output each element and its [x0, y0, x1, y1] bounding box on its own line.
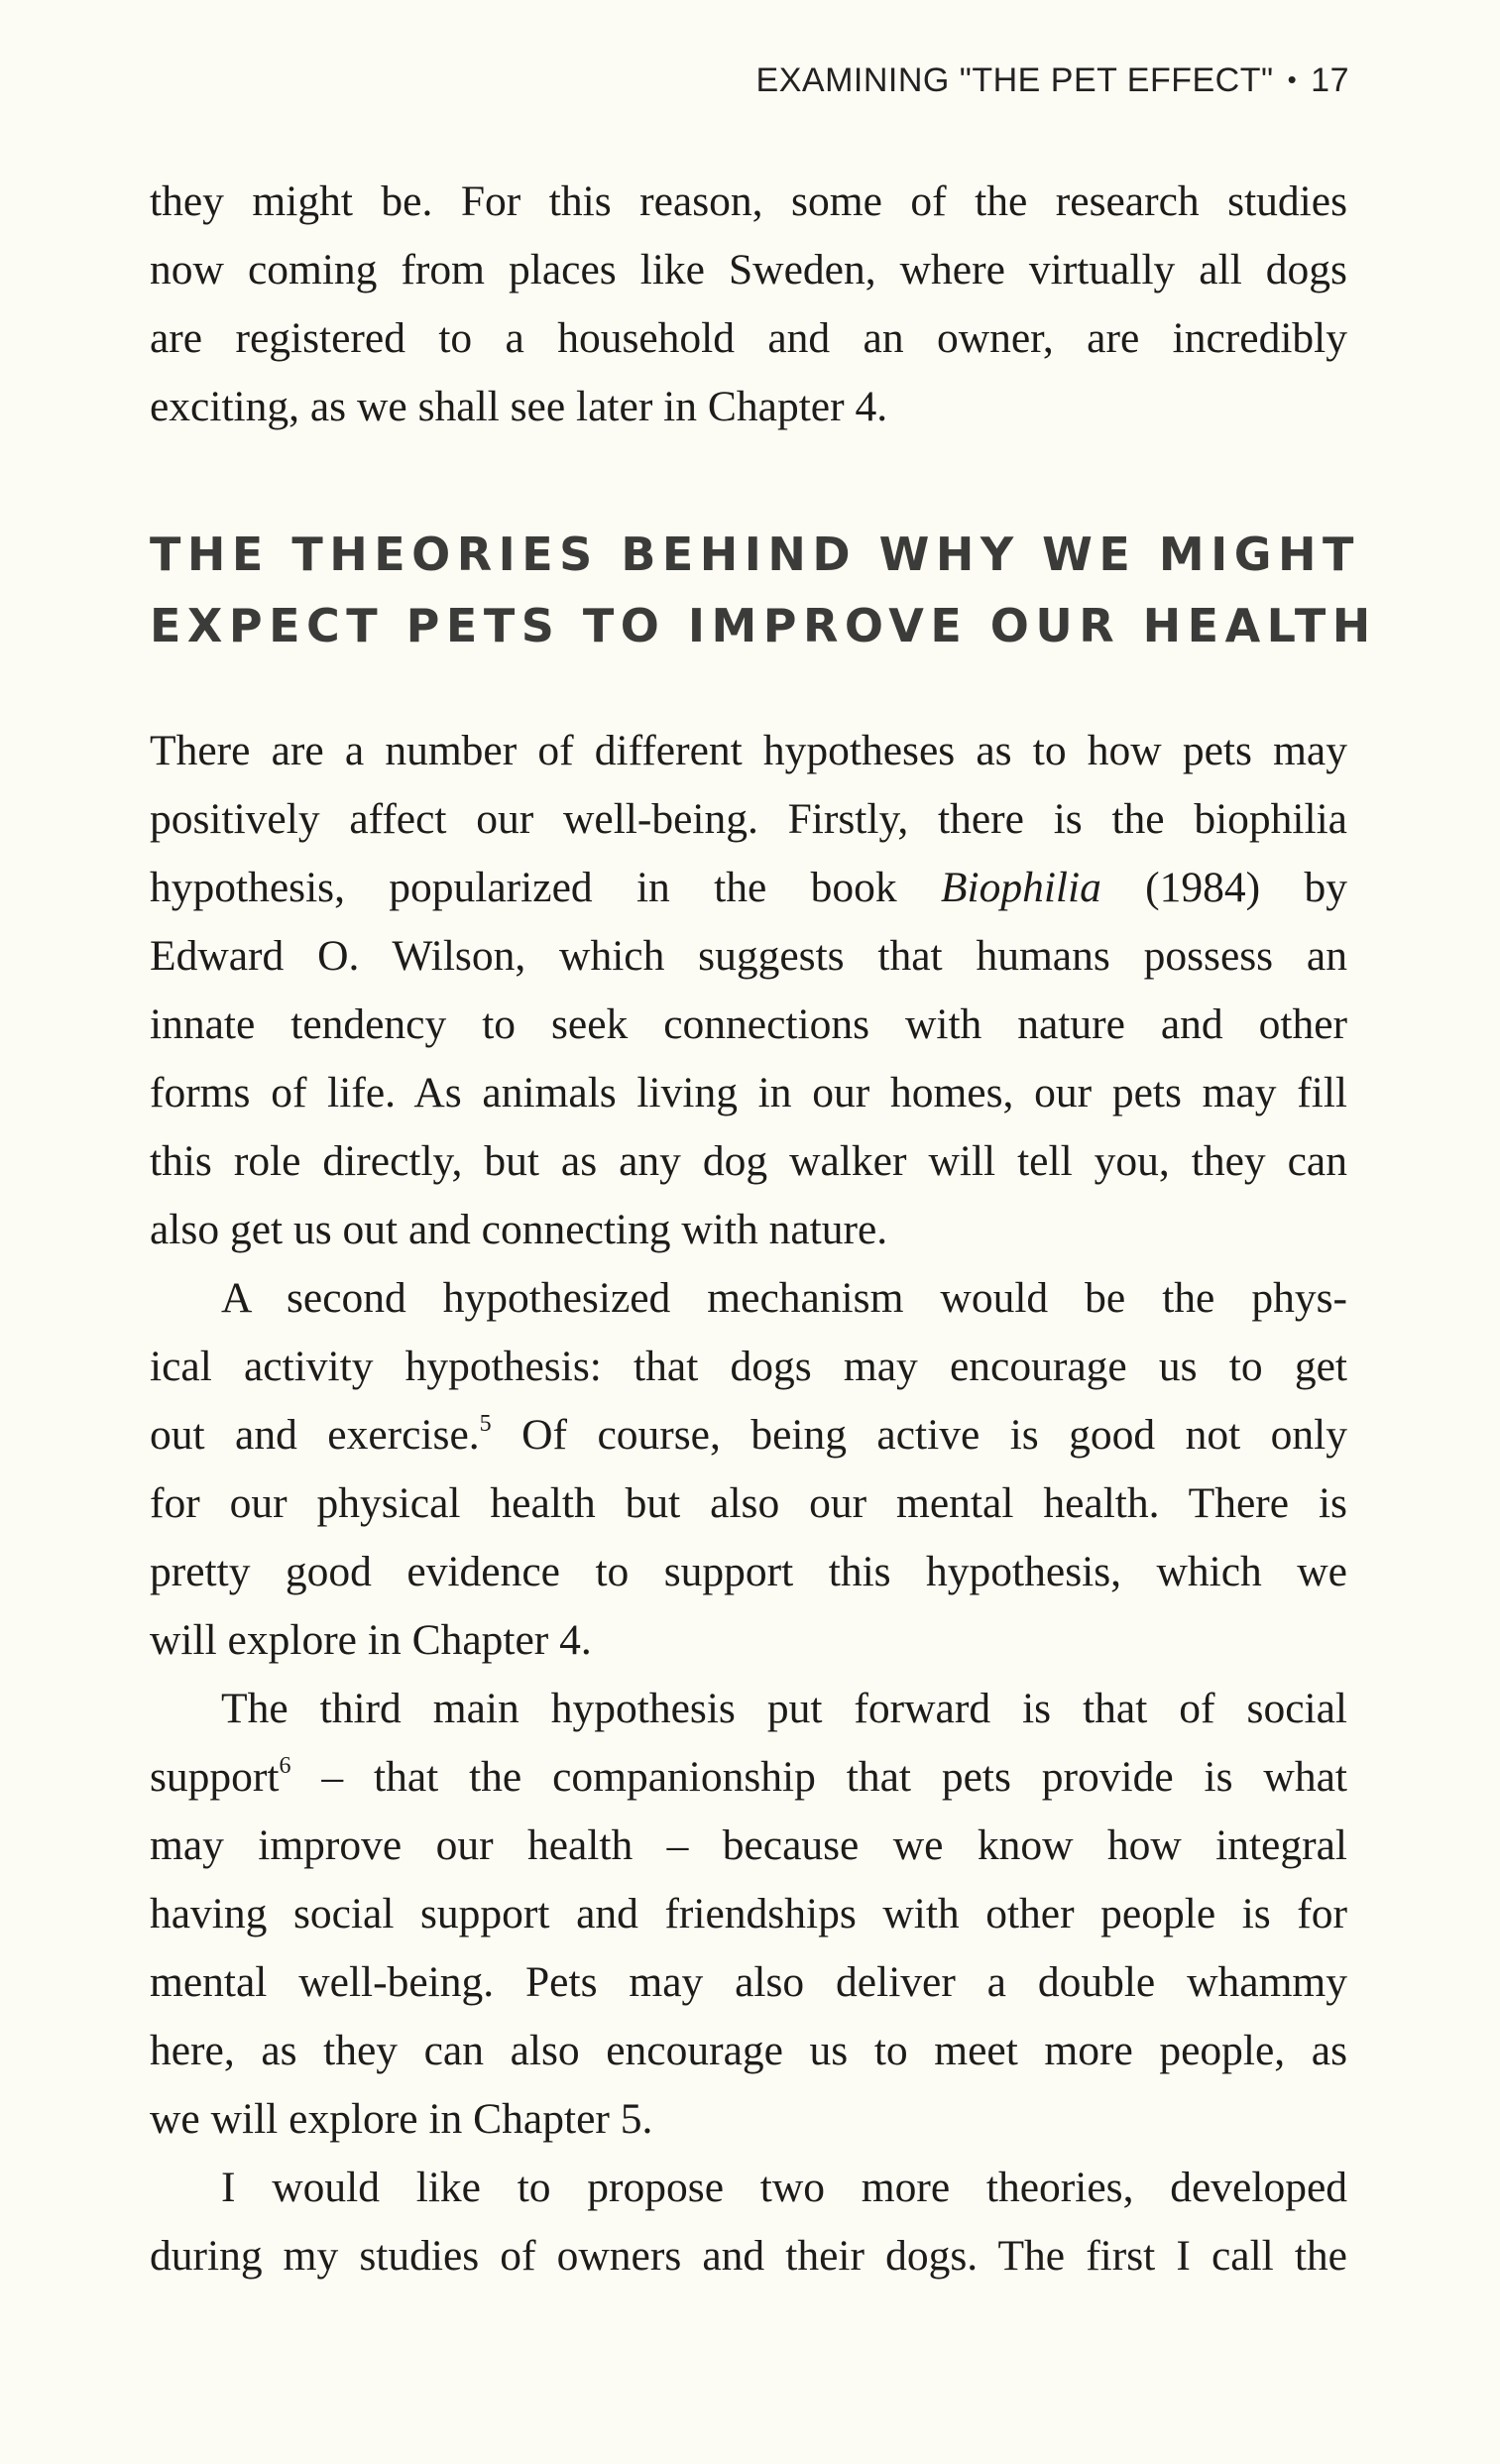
text-line: A second hypothesized mechanism would be the phys-	[221, 1274, 1347, 1322]
page-number: 17	[1311, 61, 1349, 99]
text-run: Of course, being active is good not only	[491, 1411, 1347, 1459]
text-line: Edward O. Wilson, which suggests that humans possess an	[150, 932, 1347, 980]
text-run: – that the companionship that pets provide is what	[290, 1753, 1347, 1801]
paragraph-3	[150, 1264, 1347, 1675]
text-line: The third main hypothesis put forward is that of social	[221, 1685, 1347, 1732]
paragraph-5	[150, 2154, 1347, 2290]
paragraph-4	[150, 1675, 1347, 2154]
text-line	[150, 854, 1347, 922]
endnote-reference: 5	[479, 1411, 492, 1437]
section-heading-line-2: EXPECT PETS TO IMPROVE OUR HEALTH	[150, 599, 1377, 652]
text-line: forms of life. As animals living in our homes, our pets may fill	[150, 1069, 1347, 1116]
text-line: now coming from places like Sweden, where virtually all dogs	[150, 246, 1347, 293]
text-line	[150, 1743, 1347, 1812]
text-line: during my studies of owners and their dogs. The first I call the	[150, 2232, 1347, 2280]
running-head-separator: •	[1287, 64, 1298, 94]
book-title: Biophilia	[940, 864, 1101, 911]
section-heading-line-1: THE THEORIES BEHIND WHY WE MIGHT	[150, 528, 1360, 581]
text-line: ical activity hypothesis: that dogs may encourage us to get	[150, 1343, 1347, 1390]
section-heading	[150, 519, 1377, 661]
text-line: having social support and friendships with other people is for	[150, 1890, 1347, 1937]
text-line: for our physical health but also our mental health. There is	[150, 1479, 1347, 1527]
text-line: they might be. For this reason, some of the research studies	[150, 177, 1347, 225]
text-line: may improve our health – because we know how integral	[150, 1821, 1347, 1869]
text-run: support	[150, 1753, 280, 1801]
text-line: There are a number of different hypotheses as to how pets may	[150, 727, 1347, 774]
text-line: mental well-being. Pets may also deliver a double whammy	[150, 1958, 1347, 2006]
text-run: hypothesis, popularized in the book	[150, 864, 941, 911]
text-line	[150, 1401, 1347, 1469]
text-line: this role directly, but as any dog walker will tell you, they can	[150, 1137, 1347, 1185]
paragraph-1	[150, 168, 1347, 441]
running-head	[756, 61, 1349, 100]
endnote-reference: 6	[279, 1753, 291, 1779]
text-line: innate tendency to seek connections with nature and other	[150, 1000, 1347, 1048]
text-run: out and exercise.	[150, 1411, 480, 1459]
text-line: exciting, as we shall see later in Chapter 4.	[150, 383, 888, 430]
text-line: will explore in Chapter 4.	[150, 1616, 592, 1664]
text-run: (1984) by	[1100, 864, 1347, 911]
text-line: also get us out and connecting with nature.	[150, 1206, 888, 1253]
paragraph-2	[150, 717, 1347, 1264]
text-line: pretty good evidence to support this hypothesis, which we	[150, 1548, 1347, 1595]
running-head-title: EXAMINING "THE PET EFFECT"	[755, 61, 1274, 99]
text-line: we will explore in Chapter 5.	[150, 2095, 653, 2143]
text-line: are registered to a household and an owner, are incredibly	[150, 314, 1347, 362]
text-line: here, as they can also encourage us to meet more people, as	[150, 2027, 1347, 2074]
text-line: I would like to propose two more theories, developed	[221, 2164, 1347, 2211]
text-line: positively affect our well-being. Firstly, there is the biophilia	[150, 795, 1347, 843]
